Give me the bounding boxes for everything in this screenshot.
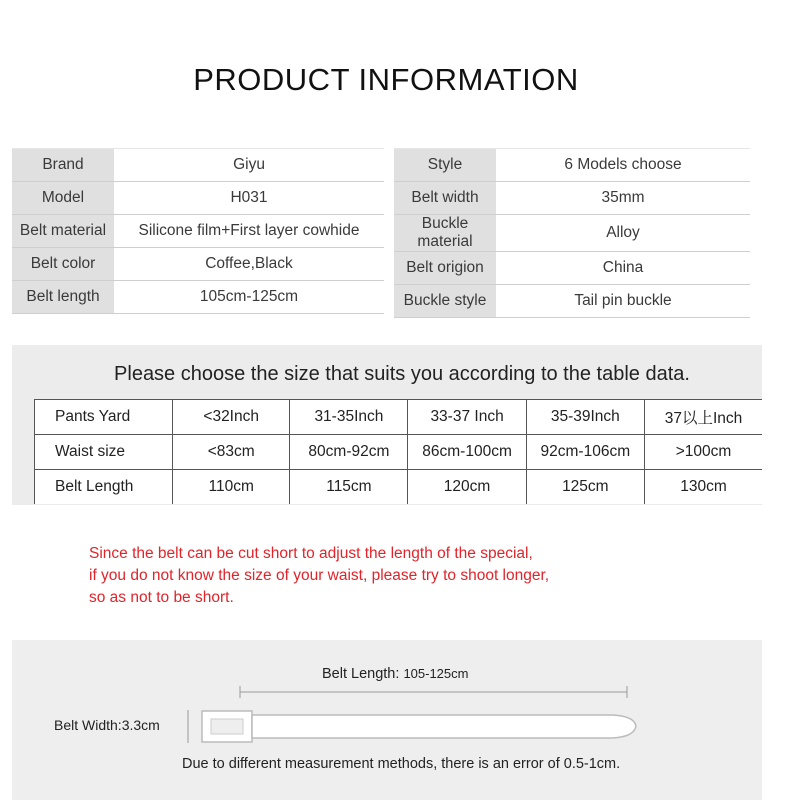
- size-cell: 33-37 Inch: [408, 400, 526, 435]
- product-info-table-left: [12, 148, 384, 314]
- size-row-pants-yard: [35, 400, 763, 435]
- info-key: Brand: [12, 149, 114, 182]
- info-value: China: [496, 252, 750, 285]
- size-cell: >100cm: [644, 435, 762, 470]
- size-chart-panel: [12, 345, 762, 505]
- size-caption: Please choose the size that suits you according to the table data.: [114, 363, 690, 385]
- info-key: Belt material: [12, 215, 114, 248]
- info-value: Coffee,Black: [114, 248, 384, 281]
- size-cell: 92cm-106cm: [526, 435, 644, 470]
- product-info-table-right: [394, 148, 750, 318]
- info-row: [394, 285, 750, 318]
- size-cell: 31-35Inch: [290, 400, 408, 435]
- belt-dimension-diagram: [12, 640, 762, 800]
- size-cell: <32Inch: [172, 400, 289, 435]
- size-cell: 110cm: [172, 470, 289, 505]
- size-cell: 125cm: [526, 470, 644, 505]
- info-row: [394, 182, 750, 215]
- belt-strap-outline: [252, 715, 636, 738]
- info-row: [12, 149, 384, 182]
- page-title: PRODUCT INFORMATION: [193, 62, 579, 97]
- info-key: Belt width: [394, 182, 496, 215]
- info-value: H031: [114, 182, 384, 215]
- info-key: Belt color: [12, 248, 114, 281]
- size-cell: <83cm: [172, 435, 289, 470]
- info-row: [394, 149, 750, 182]
- info-value: 35mm: [496, 182, 750, 215]
- size-row-waist: [35, 435, 763, 470]
- size-row-belt-length: [35, 470, 763, 505]
- info-row: [12, 215, 384, 248]
- sizing-note: [89, 543, 709, 609]
- belt-length-label: [322, 666, 468, 682]
- info-value: Giyu: [114, 149, 384, 182]
- info-row: [394, 215, 750, 252]
- size-cell: 120cm: [408, 470, 526, 505]
- belt-width-label: Belt Width:3.3cm: [54, 717, 160, 733]
- belt-length-text: Belt Length:: [322, 666, 400, 682]
- row-header: Pants Yard: [35, 400, 173, 435]
- row-header: Belt Length: [35, 470, 173, 505]
- info-value: 6 Models choose: [496, 149, 750, 182]
- size-table: [34, 399, 762, 504]
- belt-length-value: 105-125cm: [403, 666, 469, 681]
- info-key: Buckle material: [394, 215, 496, 252]
- info-row: [12, 182, 384, 215]
- size-cell: 35-39Inch: [526, 400, 644, 435]
- info-value: Alloy: [496, 215, 750, 252]
- info-key: Belt length: [12, 281, 114, 314]
- info-row: [12, 281, 384, 314]
- sizing-note-line: Since the belt can be cut short to adjust the length of the special,: [89, 545, 533, 562]
- size-cell: 130cm: [644, 470, 762, 505]
- info-key: Model: [12, 182, 114, 215]
- info-value: 105cm-125cm: [114, 281, 384, 314]
- info-key: Belt origion: [394, 252, 496, 285]
- size-cell: 80cm-92cm: [290, 435, 408, 470]
- info-row: [394, 252, 750, 285]
- row-header: Waist size: [35, 435, 173, 470]
- sizing-note-line: if you do not know the size of your waist, please try to shoot longer,: [89, 567, 550, 584]
- info-value: Silicone film+First layer cowhide: [114, 215, 384, 248]
- info-key: Style: [394, 149, 496, 182]
- size-cell: 86cm-100cm: [408, 435, 526, 470]
- size-cell: 37以上Inch: [644, 400, 762, 435]
- measurement-footnote: Due to different measurement methods, there is an error of 0.5-1cm.: [182, 756, 621, 772]
- info-row: [12, 248, 384, 281]
- info-key: Buckle style: [394, 285, 496, 318]
- sizing-note-line: so as not to be short.: [89, 589, 234, 606]
- info-value: Tail pin buckle: [496, 285, 750, 318]
- size-cell: 115cm: [290, 470, 408, 505]
